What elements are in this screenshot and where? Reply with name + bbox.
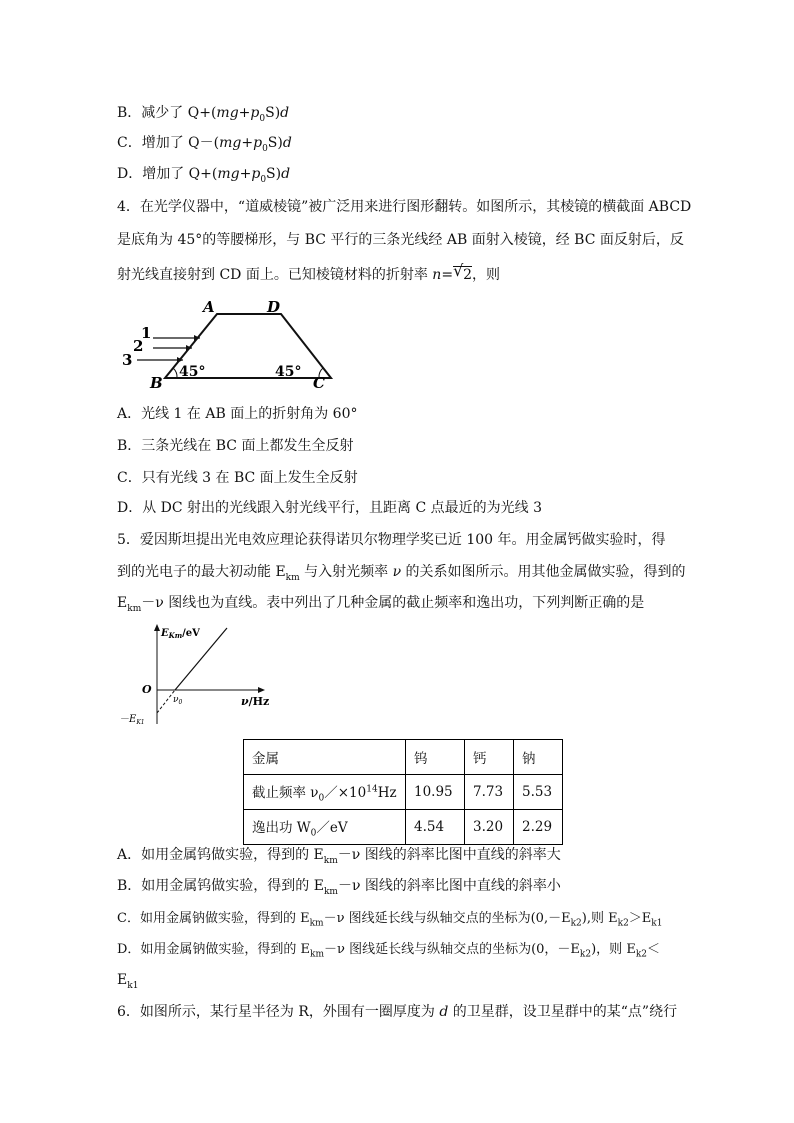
q6-stem-line1: 6．如图所示，某行星半径为 R，外围有一圈厚度为 d 的卫星群，设卫星群中的某“点”绕行 xyxy=(117,1004,678,1020)
option-q3-c: C．增加了 $Q-(mg+p_0S)d$ xyxy=(117,135,292,154)
q5-stem-line3: $E_{km}-\nu$ 图线也为直线。表中列出了几种金属的截止频率和逸出功，下列判断正确的是 xyxy=(117,595,645,614)
vertex-a: A xyxy=(203,298,215,316)
table-header-cell: 钠 xyxy=(514,740,563,775)
nu0-label: $\nu_0$ xyxy=(173,695,183,706)
q5-option-d-continued: $E_{k1}$ xyxy=(117,972,139,991)
table-cell: 3.20 xyxy=(465,810,514,845)
prism-diagram xyxy=(117,296,337,391)
ray-label-3: 3 xyxy=(122,351,133,369)
q5-stem-line1: 5．爱因斯坦提出光电效应理论获得诺贝尔物理学奖已近 100 年。用金属钙做实验时，得 xyxy=(117,532,666,548)
q5-stem-line2: 到的光电子的最大初动能 $E_{km}$ 与入射光频率 ν 的关系如图所示。用其他金属做实验，得到的 xyxy=(117,564,686,583)
y-axis-label: $E_{Km}/eV$ xyxy=(161,628,200,640)
q4-stem-line1: 4．在光学仪器中，“道威棱镜”被广泛用来进行图形翻转。如图所示，其棱镜的横截面 ABCD xyxy=(117,199,692,215)
q4-option-b: B．三条光线在 BC 面上都发生全反射 xyxy=(117,438,354,454)
table-row xyxy=(244,740,563,775)
ek-nu-graph xyxy=(117,620,277,730)
table-cell: 2.29 xyxy=(514,810,563,845)
x-axis-label: ν/Hz xyxy=(241,695,270,708)
table-cell: 7.73 xyxy=(465,775,514,810)
ray-label-2: 2 xyxy=(133,337,144,355)
table-header-cell: 金属 xyxy=(244,740,406,775)
table-header-cell: 钨 xyxy=(406,740,465,775)
vertex-c: C xyxy=(313,374,325,391)
table-row xyxy=(244,810,563,845)
table-cell: 4.54 xyxy=(406,810,465,845)
vertex-b: B xyxy=(150,374,163,391)
q4-option-d: D．从 DC 射出的光线跟入射光线平行，且距离 C 点最近的为光线 3 xyxy=(117,500,543,516)
intercept-label: $-E_{K1}$ xyxy=(119,714,145,726)
q4-option-c: C．只有光线 3 在 BC 面上发生全反射 xyxy=(117,470,358,486)
table-row-label: 截止频率 $\nu_0/\times 10^{14}Hz$ xyxy=(244,775,406,810)
table-header-cell: 钙 xyxy=(465,740,514,775)
option-q3-d: D．增加了 $Q+(mg+p_0S)d$ xyxy=(117,166,291,185)
q4-option-a: A．光线 1 在 AB 面上的折射角为 60° xyxy=(117,406,358,422)
table-cell: 5.53 xyxy=(514,775,563,810)
table-row-label: 逸出功 $W_0/eV$ xyxy=(244,810,406,845)
angle-b: 45° xyxy=(179,364,206,380)
q4-stem-line3: 射光线直接射到 CD 面上。已知棱镜材料的折射率 n= √ 2，则 xyxy=(117,261,500,283)
table-cell: 10.95 xyxy=(406,775,465,810)
q5-option-a: A．如用金属钨做实验，得到的 $E_{km}-\nu$ 图线的斜率比图中直线的斜率大 xyxy=(117,847,561,866)
angle-c: 45° xyxy=(275,364,302,380)
sqrt-symbol: √ 2 xyxy=(453,261,472,283)
q5-option-d: D．如用金属钠做实验，得到的 $E_{km}-\nu$ 图线延长线与纵轴交点的坐标为(0，$-E_{k2}$)，则 $E_{k2}<$ xyxy=(117,942,661,960)
table-row xyxy=(244,775,563,810)
metals-table xyxy=(243,739,563,845)
q4-stem-line2: 是底角为 45°的等腰梯形，与 BC 平行的三条光线经 AB 面射入棱镜，经 BC 面反射后，反 xyxy=(117,232,684,248)
ray-label-1: 1 xyxy=(141,324,152,342)
vertex-d: D xyxy=(267,298,281,316)
origin-label: O xyxy=(142,683,152,696)
q5-option-c: C．如用金属钠做实验，得到的 $E_{km}-\nu$ 图线延长线与纵轴交点的坐标为$(0,-E_{k2})$,则 $E_{k2}>E_{k1}$ xyxy=(117,911,663,929)
option-q3-b: B．减少了 $Q+(mg+p_0S)d$ xyxy=(117,105,290,124)
q5-option-b: B．如用金属钨做实验，得到的 $E_{km}-\nu$ 图线的斜率比图中直线的斜率小 xyxy=(117,878,561,897)
